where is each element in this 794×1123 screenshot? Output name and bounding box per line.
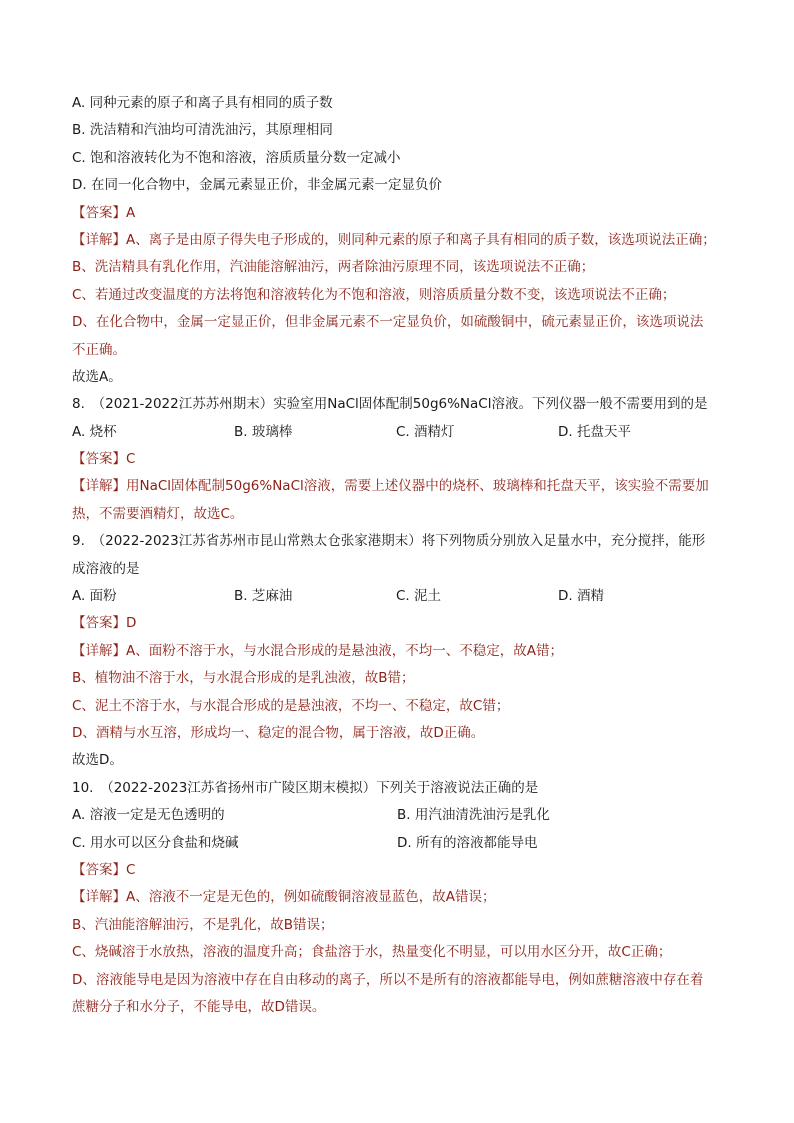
option-b: B. 用汽油清洗油污是乳化: [397, 807, 550, 824]
question-stem: 10. （2022-2023江苏省扬州市广陵区期末模拟）下列关于溶液说法正确的是: [72, 779, 539, 796]
explanation: [72, 884, 722, 1021]
option-c: C. 泥土: [396, 588, 442, 605]
question-stem: 8. （2021-2022江苏苏州期末）实验室用NaCl固体配制50g6%NaCl溶液。下列仪器一般不需要用到的是: [72, 396, 708, 413]
option-c: C. 酒精灯: [396, 423, 455, 440]
option-d: D. 所有的溶液都能导电: [397, 834, 538, 851]
explanation: [72, 473, 722, 528]
question-9: [72, 528, 722, 775]
explanation-line: B、植物油不溶于水，与水混合形成的是乳浊液，故B错；: [72, 670, 415, 687]
explanation-line: C、泥土不溶于水，与水混合形成的是悬浊液，不均一、不稳定，故C错；: [72, 697, 510, 714]
explanation-line: D、在化合物中，金属一定显正价，但非金属元素不一定显负价，如硫酸铜中，硫元素显正价，该选项说法: [72, 314, 704, 331]
explanation-line: 热，不需要酒精灯，故选C。: [72, 505, 244, 522]
option-a: A. 烧杯: [72, 423, 117, 440]
document-page: [72, 90, 722, 1021]
explanation-line: D、酒精与水互溶，形成均一、稳定的混合物，属于溶液，故D正确。: [72, 724, 485, 741]
question-7: [72, 90, 722, 391]
options-row: [72, 583, 722, 610]
option-a: A. 溶液一定是无色透明的: [72, 807, 225, 824]
explanation-line: 不正确。: [72, 341, 126, 358]
conclusion: 故选A。: [72, 368, 122, 385]
option-b: B. 芝麻油: [234, 588, 293, 605]
conclusion: 故选D。: [72, 752, 123, 769]
explanation-line: C、若通过改变温度的方法将饱和溶液转化为不饱和溶液，则溶质质量分数不变，该选项说法不正确；: [72, 286, 676, 303]
explanation-line: 蔗糖分子和水分子，不能导电，故D错误。: [72, 998, 326, 1015]
options-row: [72, 419, 722, 446]
explanation-line: C、烧碱溶于水放热，溶液的温度升高；食盐溶于水，热量变化不明显，可以用水区分开，故C正确；: [72, 944, 672, 961]
answer: 【答案】C: [72, 861, 136, 878]
option-c: C. 饱和溶液转化为不饱和溶液，溶质质量分数一定减小: [72, 149, 401, 166]
explanation-line: B、洗洁精具有乳化作用，汽油能溶解油污，两者除油污原理不同，该选项说法不正确；: [72, 259, 595, 276]
options-row: [72, 802, 722, 829]
explanation-line: 【详解】A、离子是由原子得失电子形成的，则同种元素的原子和离子具有相同的质子数，该选项说法正确；: [72, 231, 716, 248]
option-d: D. 酒精: [558, 588, 604, 605]
explanation-line: D、溶液能导电是因为溶液中存在自由移动的离子，所以不是所有的溶液都能导电，例如蔗糖溶液中存在着: [72, 971, 704, 988]
answer: 【答案】C: [72, 451, 136, 468]
option-a: A. 同种元素的原子和离子具有相同的质子数: [72, 95, 333, 111]
question-10: [72, 775, 722, 1022]
options-row: [72, 830, 722, 857]
question-stem-continued: 成溶液的是: [72, 560, 140, 577]
explanation-line: B、汽油能溶解油污，不是乳化，故B错误；: [72, 916, 334, 933]
option-c: C. 用水可以区分食盐和烧碱: [72, 834, 239, 851]
explanation: [72, 638, 722, 748]
question-stem: 9. （2022-2023江苏省苏州市昆山常熟太仓张家港期末）将下列物质分别放入足量水中，充分搅拌，能形: [72, 533, 706, 550]
answer: 【答案】A: [72, 204, 136, 221]
answer: 【答案】D: [72, 615, 137, 632]
question-8: [72, 391, 722, 528]
option-a: A. 面粉: [72, 588, 117, 605]
option-b: B. 玻璃棒: [234, 423, 293, 440]
option-b: B. 洗洁精和汽油均可清洗油污，其原理相同: [72, 122, 333, 139]
explanation: [72, 227, 722, 364]
option-d: D. 托盘天平: [558, 423, 631, 440]
explanation-line: 【详解】A、面粉不溶于水，与水混合形成的是悬浊液，不均一、不稳定，故A错；: [72, 642, 563, 659]
explanation-line: 【详解】A、溶液不一定是无色的，例如硫酸铜溶液显蓝色，故A错误；: [72, 889, 496, 906]
option-d: D. 在同一化合物中，金属元素显正价，非金属元素一定显负价: [72, 177, 442, 194]
explanation-line: 【详解】用NaCl固体配制50g6%NaCl溶液，需要上述仪器中的烧杯、玻璃棒和托盘天平，该实验不需要加: [72, 478, 709, 495]
